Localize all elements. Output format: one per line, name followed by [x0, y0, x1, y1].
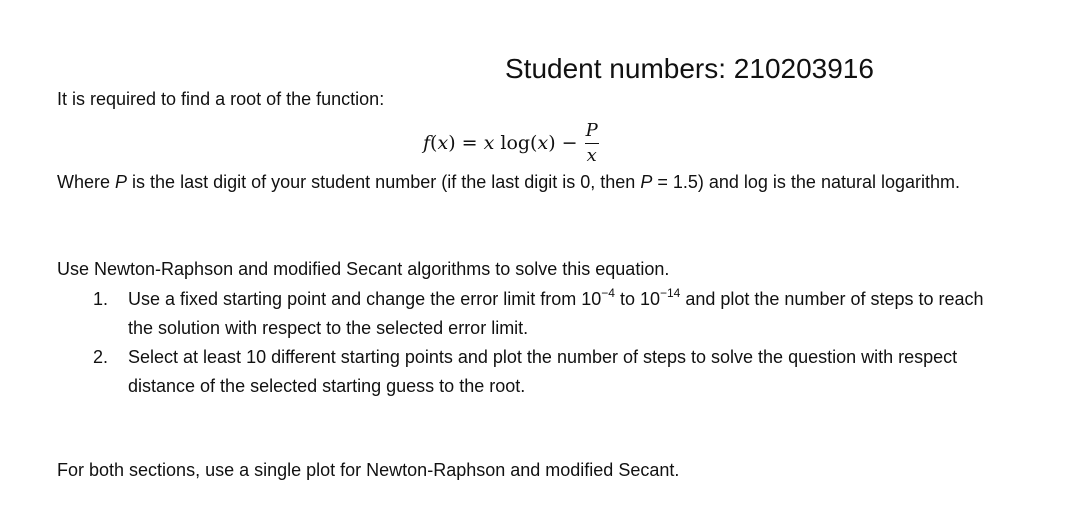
item1-text-b: to 10 — [614, 289, 660, 309]
item1-text-c: and plot the number of steps to reach the solution with respect to the selected error limit. — [128, 289, 984, 338]
eq-denominator: x — [586, 144, 597, 166]
task-list — [93, 285, 993, 401]
list-item-text: Select at least 10 different starting points and plot the number of steps to solve the question with respect distance of the selected starting guess to the root. — [128, 347, 958, 396]
where-part2: is the last digit of your student number (if the last digit is 0, then — [127, 172, 641, 192]
item1-sup-b: −14 — [659, 286, 681, 300]
eq-lhs-var: x — [437, 132, 449, 154]
item1-sup-a: −4 — [601, 286, 615, 300]
list-item-text — [128, 285, 993, 343]
where-part3: = 1.5) and log is the natural logarithm. — [652, 172, 961, 192]
list-item-number: 1. — [93, 289, 109, 309]
closing-text: For both sections, use a single plot for Newton-Raphson and modified Secant. — [57, 460, 680, 480]
function-equation — [423, 116, 600, 170]
student-numbers-heading: Student numbers: 210203916 — [505, 53, 874, 84]
use-line: Use Newton-Raphson and modified Secant algorithms to solve this equation. — [57, 259, 670, 279]
eq-term-x: x — [483, 132, 495, 154]
eq-equals: = — [455, 132, 484, 154]
intro-text: It is required to find a root of the function: — [57, 89, 385, 109]
fraction-bar — [585, 143, 599, 144]
eq-log: log — [494, 132, 531, 154]
where-part1: Where — [57, 172, 116, 192]
list-item — [93, 343, 993, 401]
where-P2: P — [640, 172, 653, 192]
eq-func: f — [423, 132, 431, 154]
equation-lhs — [423, 132, 578, 154]
eq-log-var: x — [537, 132, 549, 154]
eq-fraction — [584, 119, 600, 166]
where-paragraph — [57, 168, 1037, 197]
eq-lhs-open: ( — [430, 132, 438, 154]
eq-minus: − — [555, 132, 578, 154]
eq-log-close: ) — [548, 132, 556, 154]
eq-lhs-close: ) — [448, 132, 456, 154]
item1-text-a: Use a fixed starting point and change the error limit from 10 — [128, 289, 602, 309]
eq-numerator: P — [585, 119, 598, 141]
list-item — [93, 285, 993, 343]
list-item-number: 2. — [93, 347, 109, 367]
eq-log-open: ( — [530, 132, 538, 154]
where-P1: P — [115, 172, 128, 192]
